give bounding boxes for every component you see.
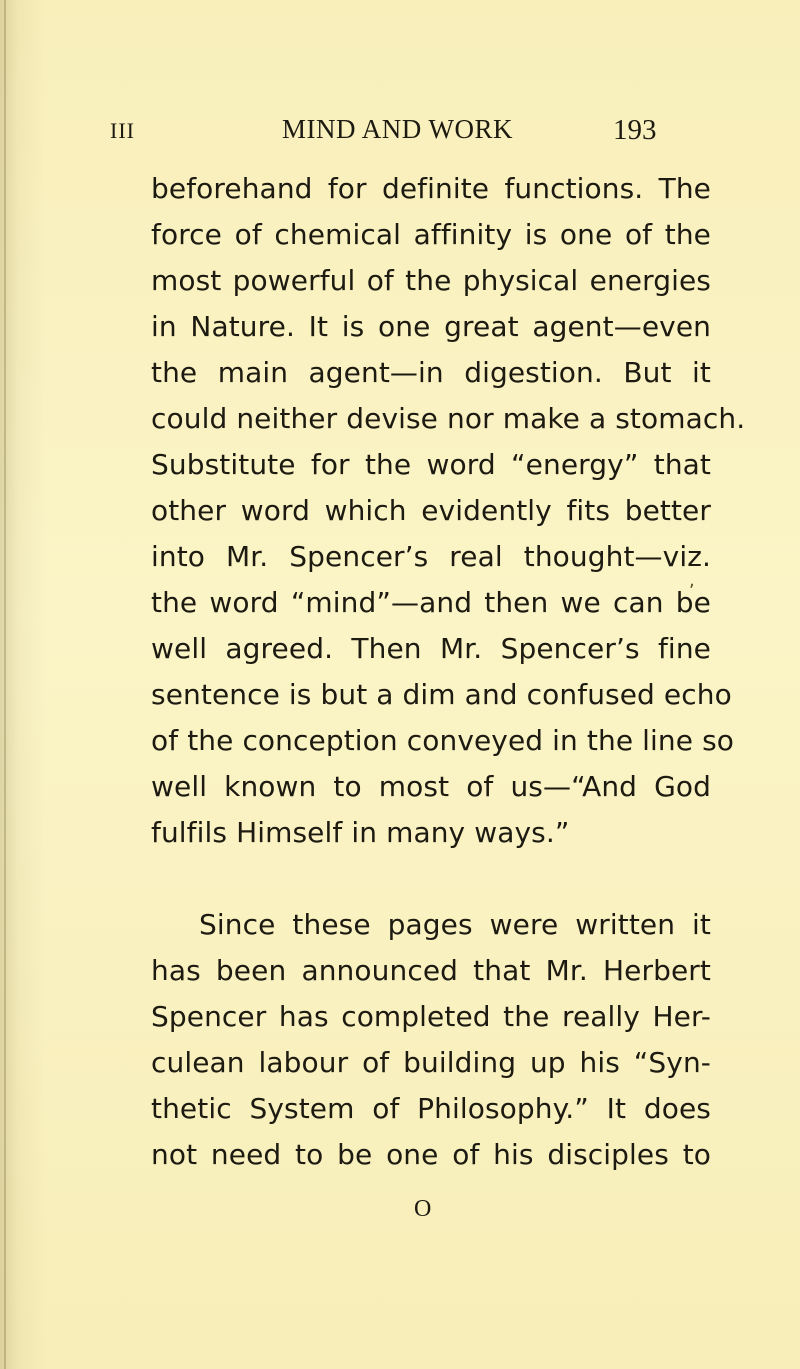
- text-line: could neither devise nor make a stomach.: [151, 402, 746, 435]
- text-line: Spencer has completed the really Her-: [151, 1000, 711, 1033]
- running-title: MIND AND WORK: [282, 114, 514, 144]
- chapter-number: III: [110, 118, 135, 143]
- text-line: thetic System of Philosophy.” It does: [151, 1092, 711, 1125]
- running-header: [0, 114, 800, 148]
- page-gutter-edge: [4, 0, 6, 1369]
- paragraph-1: [151, 166, 746, 856]
- text-line: Substitute for the word “energy” that: [151, 448, 711, 481]
- text-line: Since these pages were written it: [199, 908, 711, 941]
- text-line: beforehand for definite functions. The: [151, 172, 711, 205]
- text-line: other word which evidently fits better: [151, 494, 711, 527]
- text-line: of the conception conveyed in the line so: [151, 724, 735, 757]
- margin-mark: ,: [689, 570, 695, 591]
- body-text: [151, 166, 746, 1178]
- text-line: not need to be one of his disciples to: [151, 1138, 711, 1171]
- signature-mark: O: [414, 1196, 432, 1222]
- text-line: most powerful of the physical energies: [151, 264, 711, 297]
- text-line: sentence is but a dim and confused echo: [151, 678, 732, 711]
- text-line: in Nature. It is one great agent—even: [151, 310, 711, 343]
- text-line: well agreed. Then Mr. Spencer’s fine: [151, 632, 711, 665]
- page-number: 193: [613, 114, 657, 146]
- text-line: culean labour of building up his “Syn-: [151, 1046, 711, 1079]
- text-line: the main agent—in digestion. But it: [151, 356, 711, 389]
- text-line: the word “mind”—and then we can be: [151, 586, 711, 619]
- text-line: into Mr. Spencer’s real thought—viz.: [151, 540, 711, 573]
- paragraph-2: [151, 902, 711, 1178]
- text-line: force of chemical affinity is one of the: [151, 218, 711, 251]
- text-line: well known to most of us—“And God: [151, 770, 711, 803]
- text-line: has been announced that Mr. Herbert: [151, 954, 711, 987]
- text-line: fulfils Himself in many ways.”: [151, 816, 570, 849]
